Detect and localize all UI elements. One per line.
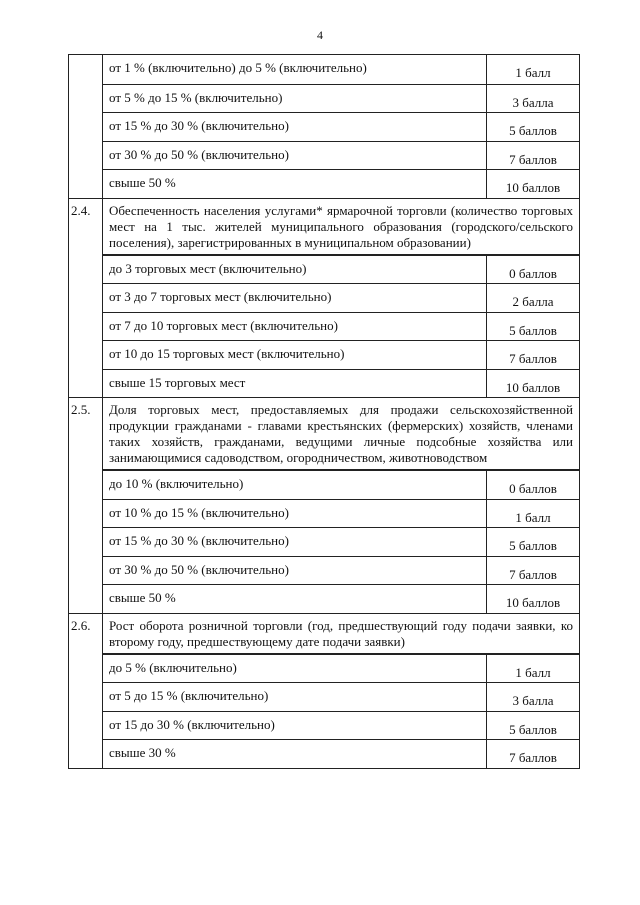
- criterion-row: [103, 255, 579, 284]
- criterion-label: от 1 % (включительно) до 5 % (включительно): [103, 55, 487, 84]
- criterion-row: [103, 682, 579, 711]
- criterion-label: от 3 до 7 торговых мест (включительно): [103, 284, 487, 312]
- criteria-table: [68, 54, 580, 769]
- criterion-label: до 5 % (включительно): [103, 655, 487, 683]
- criterion-label: свыше 50 %: [103, 585, 487, 613]
- criterion-score: 1 балл: [515, 664, 551, 680]
- section-title: Рост оборота розничной торговли (год, предшествующий году подачи заявки, ко второму году, предшествующему дате подачи заявки): [103, 614, 579, 654]
- criterion-score: 10 баллов: [505, 595, 561, 610]
- section-content: [103, 398, 579, 613]
- section-number: 2.4.: [69, 199, 103, 398]
- section-content: [103, 614, 579, 768]
- criterion-score: 3 балла: [512, 94, 554, 110]
- criterion-row: [103, 499, 579, 528]
- section-title: Обеспеченность населения услугами* ярмарочной торговли (количество торговых мест на 1 тыс. жителей муниципального образования (городского/сельского поселения), зарегистрированных в муниципальном образовании): [103, 199, 579, 255]
- criterion-label: свыше 50 %: [103, 170, 487, 198]
- criterion-score: 10 баллов: [505, 180, 561, 195]
- criterion-score: 5 баллов: [509, 123, 557, 138]
- criterion-row: [103, 739, 579, 768]
- criteria-section: [69, 397, 579, 613]
- criterion-row: [103, 141, 579, 170]
- criterion-row: [103, 84, 579, 113]
- criterion-score: 3 балла: [512, 693, 554, 708]
- criterion-label: от 15 до 30 % (включительно): [103, 712, 487, 740]
- criterion-score: 7 баллов: [509, 151, 557, 167]
- criterion-score: 1 балл: [515, 65, 551, 80]
- criterion-row: [103, 584, 579, 613]
- criterion-row: [103, 55, 579, 84]
- criterion-row: [103, 340, 579, 369]
- criterion-score: 0 баллов: [509, 481, 557, 496]
- section-title: Доля торговых мест, предоставляемых для продажи сельскохозяйственной продукции гражданами - главами крестьянских (фермерских) хозяйств, членами таких хозяйств, гражданами, ведущими личные подсобные хозяйства или занимающимися садоводством, огородничеством, животноводством: [103, 398, 579, 470]
- criterion-label: от 5 до 15 % (включительно): [103, 683, 487, 711]
- criterion-score: 5 баллов: [509, 538, 557, 553]
- criterion-label: от 30 % до 50 % (включительно): [103, 142, 487, 170]
- criteria-section: [69, 54, 579, 198]
- criterion-label: от 15 % до 30 % (включительно): [103, 113, 487, 141]
- criterion-row: [103, 369, 579, 398]
- page-number: 4: [317, 28, 323, 42]
- criterion-score: 5 баллов: [509, 721, 557, 737]
- section-number: [69, 55, 103, 198]
- criterion-row: [103, 283, 579, 312]
- section-content: [103, 199, 579, 398]
- criterion-score: 7 баллов: [509, 351, 557, 366]
- criterion-label: от 15 % до 30 % (включительно): [103, 528, 487, 556]
- criterion-score: 10 баллов: [505, 379, 561, 395]
- section-number: 2.6.: [69, 614, 103, 768]
- criterion-row: [103, 527, 579, 556]
- section-content: [103, 55, 579, 198]
- criterion-row: [103, 711, 579, 740]
- criterion-row: [103, 556, 579, 585]
- criteria-section: [69, 613, 579, 768]
- criterion-label: до 10 % (включительно): [103, 471, 487, 499]
- criterion-label: от 30 % до 50 % (включительно): [103, 557, 487, 585]
- criterion-label: до 3 торговых мест (включительно): [103, 256, 487, 284]
- criterion-score: 7 баллов: [509, 750, 557, 765]
- criterion-label: свыше 30 %: [103, 740, 487, 768]
- criteria-section: [69, 198, 579, 398]
- criterion-label: свыше 15 торговых мест: [103, 370, 487, 398]
- criterion-score: 0 баллов: [509, 265, 557, 281]
- criterion-row: [103, 470, 579, 499]
- criterion-row: [103, 312, 579, 341]
- criterion-row: [103, 654, 579, 683]
- criterion-score: 7 баллов: [509, 566, 557, 582]
- criterion-label: от 5 % до 15 % (включительно): [103, 85, 487, 113]
- criterion-label: от 10 % до 15 % (включительно): [103, 500, 487, 528]
- criterion-row: [103, 169, 579, 198]
- criterion-score: 2 балла: [512, 294, 554, 309]
- criterion-score: 5 баллов: [509, 322, 557, 338]
- criterion-label: от 10 до 15 торговых мест (включительно): [103, 341, 487, 369]
- criterion-score: 1 балл: [515, 509, 551, 525]
- criterion-label: от 7 до 10 торговых мест (включительно): [103, 313, 487, 341]
- criterion-row: [103, 112, 579, 141]
- section-number: 2.5.: [69, 398, 103, 613]
